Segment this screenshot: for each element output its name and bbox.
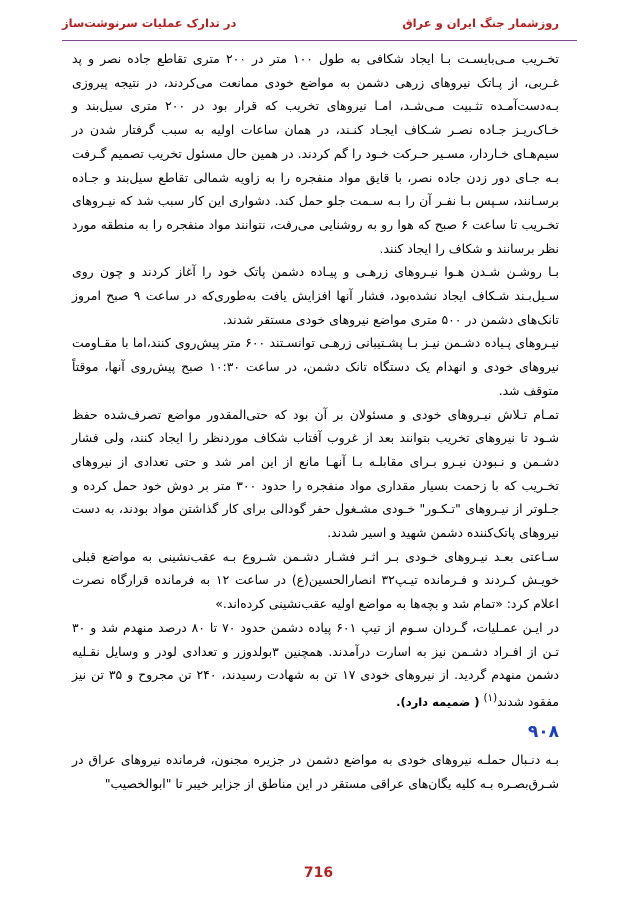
paragraph-5: سـاعتی بعـد نیـروهای خـودی بـر اثـر فشـار دشـمن شـروع بـه عقب‌نشینی به مواضع قبلی خویـش کـردند و فـرمانده تیـپ۳۲ انصارالحسین(ع) در ساعت ۱۲ به فرمانده قرارگاه نصرت اعلام کرد: «تمام شد و بچه‌ها به مواضع اولیه عقب‌نشینی کرده‌اند.»: [72, 548, 559, 612]
book-title: روزشمار جنگ ایران و عراق: [402, 16, 559, 30]
paragraph-6: [72, 616, 559, 715]
page-header: [62, 10, 559, 36]
footnote-ref: (۱): [483, 691, 498, 704]
paragraph-1: تخـریب مـی‌بایسـت بـا ایجاد شکافی به طول ۱۰۰ متر در ۲۰۰ متری تقاطع جاده نصر و پد غـربی، از پـاتک نیروهای زرهی دشمن به مواضع خودی ممانعت می‌کردند، در نتیجه پیروزی بـه‌دست‌آمـده تثـبیت مـی‌شـد، امـا نیروهای تخریب که قرار بود در ۲۰۰ متری سیل‌بند و خـاک‌ریـز جـاده نصـر شـکاف ایجـاد کنـند، در همان ساعات اولیه به سبب گرفتار شدن در سیم‌هـای خـاردار، مسـیر حـرکت خـود را گم کردند. در همین حال مسئول تخریب تصمیم گـرفت بـه جـای دور زدن جاده نصر، با قایق مواد منفجره را به زاویه شمالی تقاطع سیل‌بند و جـاده برسـانند، سـپس بـا نفـر آن را بـه سـمت جلو حمل کند. دشواری این کار سبب شد که نیـروهای تخـریب تا ساعت ۶ صبح که هوا رو به روشنایی می‌رفت، نتوانند مواد منفجره را به منطقه مورد نظر برسانند و شکاف را ایجاد کنند.: [72, 51, 559, 256]
page-body: [72, 47, 559, 795]
paragraph-6-text: در ایـن عمـلیات، گـردان سـوم از تیپ ۶۰۱ پیاده دشمن حدود ۷۰ تا ۸۰ درصد منهدم شد و ۳۰ تـن از افـراد دشـمن نیز به اسارت درآمدند. همچنین ۳بولدوزر و تعدادی لودر و وسایل نقـلیه دشمن منهدم گردید. از نیروهای خودی ۱۷ تن به شهادت رسیدند، ۲۴۰ تن مجروح و ۳۵ تن نیز مفقود شدند: [72, 619, 560, 710]
section-paragraph: بـه دنـبال حملـه نیروهای خودی به مواضع دشمن در جزیره مجنون، فرمانده نیروهای عراق در شـرق‌بصـره بـه کلیه یگان‌های عراقی مستقر در این مناطق از جزایر خیبر تا "ابوالخصیب": [72, 751, 559, 791]
section-number: ۹۰۸: [527, 721, 559, 742]
header-divider: [62, 40, 577, 41]
page-number: 716: [303, 865, 334, 881]
chapter-title: در تدارک عملیات سرنوشت‌ساز: [62, 16, 237, 30]
annex-note: ( ضمیمه دارد).: [396, 695, 480, 710]
paragraph-2: بـا روشـن شـدن هـوا نیـروهای زرهـی و پیـاده دشمن پاتک خود را آغاز کردند و چون روی سـیل‌بـند شـکاف ایجاد نشده‌بود، فشار آنها افزایش یافت به‌طوری‌که در ساعت ۹ صبح امروز تانک‌های دشمن در ۵۰۰ متری مواضع نیروهای خودی مستقر شدند.: [72, 264, 559, 327]
paragraph-4: تمـام تـلاش نیـروهای خودی و مسئولان بر آن بود که حتی‌المقدور مواضع تصرف‌شده حفظ شـود تا نیروهای تخریب بتوانند بعد از غروب آفتاب شکاف موردنظر را ایجاد کنند، ولی فشار دشـمن و نـبودن نیـرو بـرای مقابلـه بـا آنهـا مانع از این امر شد و حتی تعدادی از نیروهای تخـریب که با زحمت بسیار مقداری مواد منفجره را حدود ۳۰۰ متر بر دوش خود حمل کرده و جـلوتر از نیـروهای "تـکـور" خـودی مشـغول حفر گودالی برای کار گذاشتن مواد بودند، به دست نیروهای پاتک‌کننده دشمن شهید و اسیر شدند.: [72, 406, 559, 541]
paragraph-3: نیـروهای پـیاده دشـمن نیـز بـا پشـتیبانی زرهـی توانسـتند ۶۰۰ متر پیش‌روی کنند،اما با مقـاومت نیروهای خودی و انهدام یک دستگاه تانک دشمن، در ساعت ۱۰:۳۰ صبح پیش‌روی آنها، موقتاً متوقف شد.: [72, 335, 559, 398]
